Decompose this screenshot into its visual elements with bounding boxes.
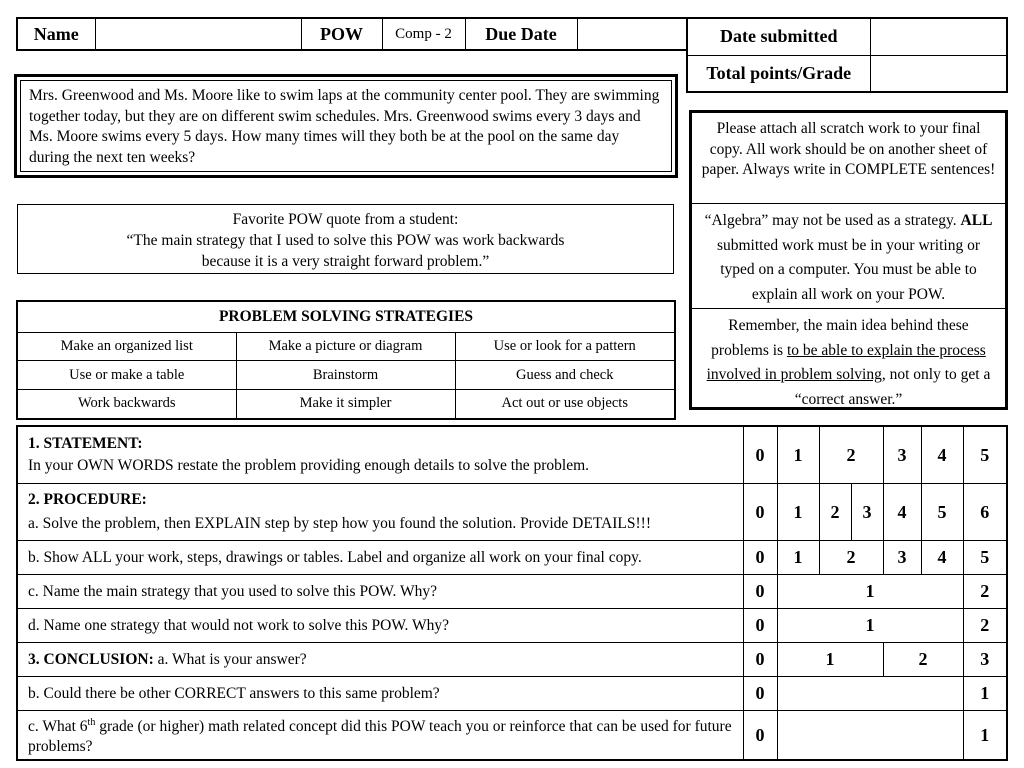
- rubric-procedure-cell: [17, 484, 743, 541]
- problem-text: Mrs. Greenwood and Ms. Moore like to swim laps at the community center pool. They are swimming together today, but they are on different swim schedules. Mrs. Greenwood swims every 3 days and Ms. Moore swims every 5 days. How many times will they both be at the pool on the same day during the next ten weeks?: [20, 80, 672, 172]
- rubric-item-text: a. Solve the problem, then EXPLAIN step by step how you found the solution. Provide DETAILS!!!: [28, 515, 651, 532]
- rubric-item-text: a. What is your answer?: [153, 650, 307, 668]
- score-option[interactable]: 3: [883, 426, 921, 484]
- score-option[interactable]: 2: [819, 541, 883, 575]
- score-option[interactable]: 3: [963, 643, 1007, 677]
- rubric-section-title: 2. PROCEDURE:: [28, 491, 147, 508]
- strategy-cell: Brainstorm: [236, 361, 455, 390]
- remember-note-text: , not only to get a “correct answer.”: [794, 366, 991, 408]
- score-option[interactable]: 4: [921, 426, 963, 484]
- rubric-section-title: 1. STATEMENT:: [28, 435, 143, 452]
- rubric-section-title: 3. CONCLUSION:: [28, 650, 154, 668]
- grade-label: Total points/Grade: [687, 55, 870, 92]
- algebra-note-text: “Algebra” may not be used as a strategy.: [704, 212, 957, 229]
- score-blank: [777, 677, 963, 711]
- due-date-field[interactable]: [577, 18, 687, 50]
- score-option[interactable]: 1: [777, 643, 883, 677]
- algebra-note-text: submitted work must be in your writing or typed on a computer. You must be able to explain all work on your POW.: [716, 236, 981, 303]
- score-option[interactable]: 1: [963, 711, 1007, 761]
- header-table: [16, 17, 688, 51]
- score-option[interactable]: 5: [963, 426, 1007, 484]
- score-option[interactable]: 0: [743, 643, 777, 677]
- rubric-table: [16, 425, 1008, 761]
- quote-line: “The main strategy that I used to solve this POW was work backwards: [126, 232, 565, 249]
- score-option[interactable]: 1: [777, 575, 963, 609]
- score-option[interactable]: 0: [743, 609, 777, 643]
- grade-field[interactable]: [870, 55, 1007, 92]
- problem-box: [14, 74, 678, 178]
- score-option[interactable]: 4: [921, 541, 963, 575]
- student-quote-box: [17, 204, 674, 274]
- strategy-cell: Make an organized list: [17, 332, 236, 361]
- quote-line: because it is a very straight forward problem.”: [201, 253, 490, 270]
- name-field[interactable]: [95, 18, 301, 50]
- attach-note: Please attach all scratch work to your final copy. All work should be on another sheet of paper. Always write in COMPLETE sentences!: [692, 113, 1005, 204]
- strategy-cell: Guess and check: [455, 361, 675, 390]
- score-option[interactable]: 3: [851, 484, 883, 541]
- rubric-item-text: In your OWN WORDS restate the problem providing enough details to solve the problem.: [28, 457, 590, 474]
- algebra-note-emphasis: ALL: [960, 212, 993, 229]
- rubric-conclusion-cell: [17, 643, 743, 677]
- score-blank: [777, 711, 963, 761]
- strategy-cell: Use or make a table: [17, 361, 236, 390]
- score-option[interactable]: 2: [819, 426, 883, 484]
- score-option[interactable]: 0: [743, 484, 777, 541]
- score-option[interactable]: 2: [963, 609, 1007, 643]
- score-option[interactable]: 2: [819, 484, 851, 541]
- rubric-item-text: d. Name one strategy that would not work to solve this POW. Why?: [17, 609, 743, 643]
- score-option[interactable]: 2: [883, 643, 963, 677]
- rubric-item-text: b. Could there be other CORRECT answers to this same problem?: [17, 677, 743, 711]
- notes-box: [689, 110, 1008, 410]
- name-label: Name: [17, 18, 95, 50]
- strategy-cell: Make it simpler: [236, 389, 455, 419]
- score-option[interactable]: 1: [777, 541, 819, 575]
- strategy-cell: Work backwards: [17, 389, 236, 419]
- date-submitted-field[interactable]: [870, 18, 1007, 55]
- score-option[interactable]: 3: [883, 541, 921, 575]
- algebra-note: [692, 204, 1005, 309]
- strategy-cell: Use or look for a pattern: [455, 332, 675, 361]
- pow-label: POW: [301, 18, 382, 50]
- rubric-item-text: c. Name the main strategy that you used to solve this POW. Why?: [17, 575, 743, 609]
- strategies-table: [16, 300, 676, 420]
- score-option[interactable]: 0: [743, 575, 777, 609]
- strategy-cell: Make a picture or diagram: [236, 332, 455, 361]
- remember-note-underline: to be able to explain the process involved in problem solving: [706, 341, 986, 383]
- remember-note: [692, 309, 1005, 412]
- score-option[interactable]: 1: [963, 677, 1007, 711]
- rubric-item-text: c. What 6: [28, 718, 88, 736]
- score-option[interactable]: 1: [777, 426, 819, 484]
- superscript: th: [87, 717, 96, 728]
- strategies-title: PROBLEM SOLVING STRATEGIES: [17, 301, 675, 332]
- date-submitted-label: Date submitted: [687, 18, 870, 55]
- score-option[interactable]: 1: [777, 609, 963, 643]
- strategy-cell: Act out or use objects: [455, 389, 675, 419]
- score-option[interactable]: 5: [963, 541, 1007, 575]
- score-option[interactable]: 1: [777, 484, 819, 541]
- remember-note-text: Remember, the main idea behind these problems is: [711, 317, 969, 359]
- pow-id: Comp - 2: [382, 18, 465, 50]
- rubric-item-text: grade (or higher) math related concept did this POW teach you or reinforce that can be used for future problems?: [28, 718, 732, 756]
- submission-table: [686, 17, 1008, 93]
- quote-intro: Favorite POW quote from a student:: [232, 211, 459, 228]
- rubric-item-text: b. Show ALL your work, steps, drawings or tables. Label and organize all work on your final copy.: [17, 541, 743, 575]
- rubric-item-cell: [17, 711, 743, 761]
- score-option[interactable]: 2: [963, 575, 1007, 609]
- score-option[interactable]: 0: [743, 677, 777, 711]
- score-option[interactable]: 5: [921, 484, 963, 541]
- score-option[interactable]: 0: [743, 426, 777, 484]
- score-option[interactable]: 0: [743, 541, 777, 575]
- score-option[interactable]: 6: [963, 484, 1007, 541]
- rubric-statement-cell: [17, 426, 743, 484]
- score-option[interactable]: 4: [883, 484, 921, 541]
- score-option[interactable]: 0: [743, 711, 777, 761]
- due-date-label: Due Date: [465, 18, 577, 50]
